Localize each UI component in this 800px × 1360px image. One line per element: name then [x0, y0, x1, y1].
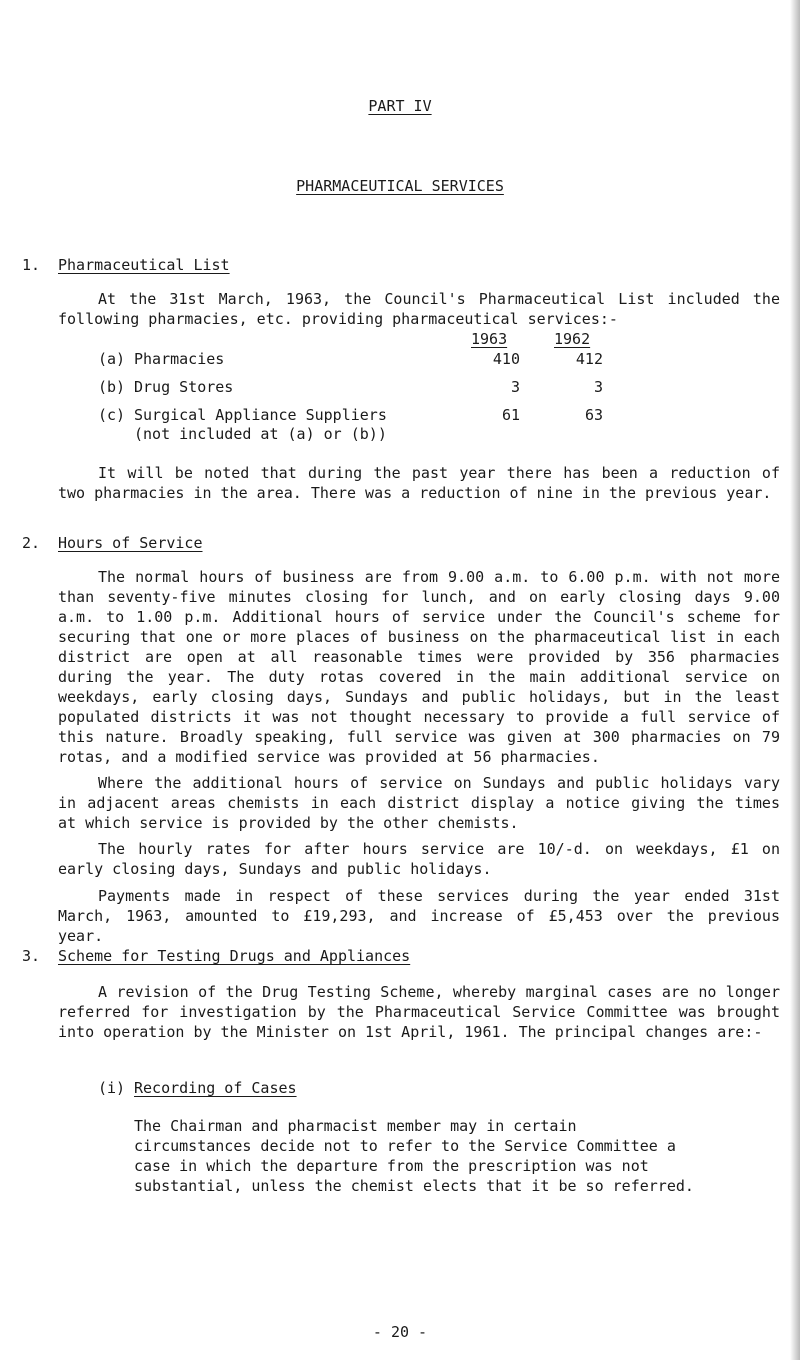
value-1963: 3 [510, 378, 520, 396]
value-1963: 61 [501, 406, 520, 424]
value-1962: 412 [575, 350, 603, 368]
section-1-note: It will be noted that during the past year there has been a reduction of two pharmacies in the area. There was a reduction of nine in the previous year. [58, 464, 780, 502]
part-title: PART IV [368, 97, 432, 115]
page-number: - 20 - [372, 1323, 428, 1341]
row-text: Surgical Appliance Suppliers [134, 406, 387, 424]
row-label: (a) [98, 350, 126, 368]
section-title: PHARMACEUTICAL SERVICES [296, 177, 504, 195]
row-text: Pharmacies [134, 350, 225, 368]
section-2-heading: Hours of Service [58, 534, 203, 552]
column-header-1963: 1963 [471, 330, 508, 348]
section-1-intro: At the 31st March, 1963, the Council's Pharmaceutical List included the following pharmacies, etc. providing pharmaceutical services:- [58, 290, 780, 328]
section-2-paragraph: Payments made in respect of these services during the year ended 31st March, 1963, amounted to £19,293, and increase of £5,453 over the previous year. [58, 887, 780, 945]
column-header-1962: 1962 [554, 330, 591, 348]
table-row [98, 349, 658, 369]
value-1962: 3 [593, 378, 603, 396]
section-3-heading: Scheme for Testing Drugs and Appliances [58, 947, 411, 965]
subsection-title: Recording of Cases [134, 1079, 297, 1097]
section-2-paragraph: Where the additional hours of service on Sundays and public holidays vary in adjacent areas chemists in each district display a notice giving the times at which service is provided by the other chemists. [58, 774, 780, 832]
row-label: (c) [98, 406, 126, 424]
subsection-heading [98, 1078, 297, 1098]
value-1963: 410 [492, 350, 520, 368]
value-1962: 63 [584, 406, 603, 424]
table-row-continuation [98, 424, 658, 444]
section-1-number: 1. [22, 256, 41, 274]
row-label: (b) [98, 378, 126, 396]
section-3-paragraph: A revision of the Drug Testing Scheme, whereby marginal cases are no longer referred for investigation by the Pharmaceutical Service Committee was brought into operation by the Minister on 1st April, 1961. The principal changes are:- [58, 983, 780, 1041]
row-text: Drug Stores [134, 378, 234, 396]
section-1-heading: Pharmaceutical List [58, 256, 230, 274]
section-2-paragraph: The normal hours of business are from 9.00 a.m. to 6.00 p.m. with not more than seventy-five minutes closing for lunch, and on early closing days 9.00 a.m. to 1.00 p.m. Additional hours of service under the Council's scheme for securing that one or more places of business on the pharmaceutical list in each district are open at all reasonable times were provided by 356 pharmacies during the year. The duty rotas covered in the main additional service on weekdays, early closing days, Sundays and public holidays, but in the least populated districts it was not thought necessary to provide a full service of this nature. Broadly speaking, full service was given at 300 pharmacies on 79 rotas, and a modified service was provided at 56 pharmacies. [58, 568, 780, 766]
section-3-number: 3. [22, 947, 41, 965]
table-row [98, 377, 658, 397]
table-row [98, 405, 658, 425]
section-2-paragraph: The hourly rates for after hours service are 10/-d. on weekdays, £1 on early closing days, Sundays and public holidays. [58, 840, 780, 878]
row-text-continued: (not included at (a) or (b)) [134, 425, 387, 443]
section-2-number: 2. [22, 534, 41, 552]
subsection-paragraph: The Chairman and pharmacist member may in certain circumstances decide not to refer to the Service Committee a case in which the departure from the prescription was not substantial, unless the chemist elects that it be so referred. [134, 1117, 694, 1195]
subsection-label: (i) [98, 1079, 126, 1097]
page-edge-shadow [790, 0, 800, 1360]
